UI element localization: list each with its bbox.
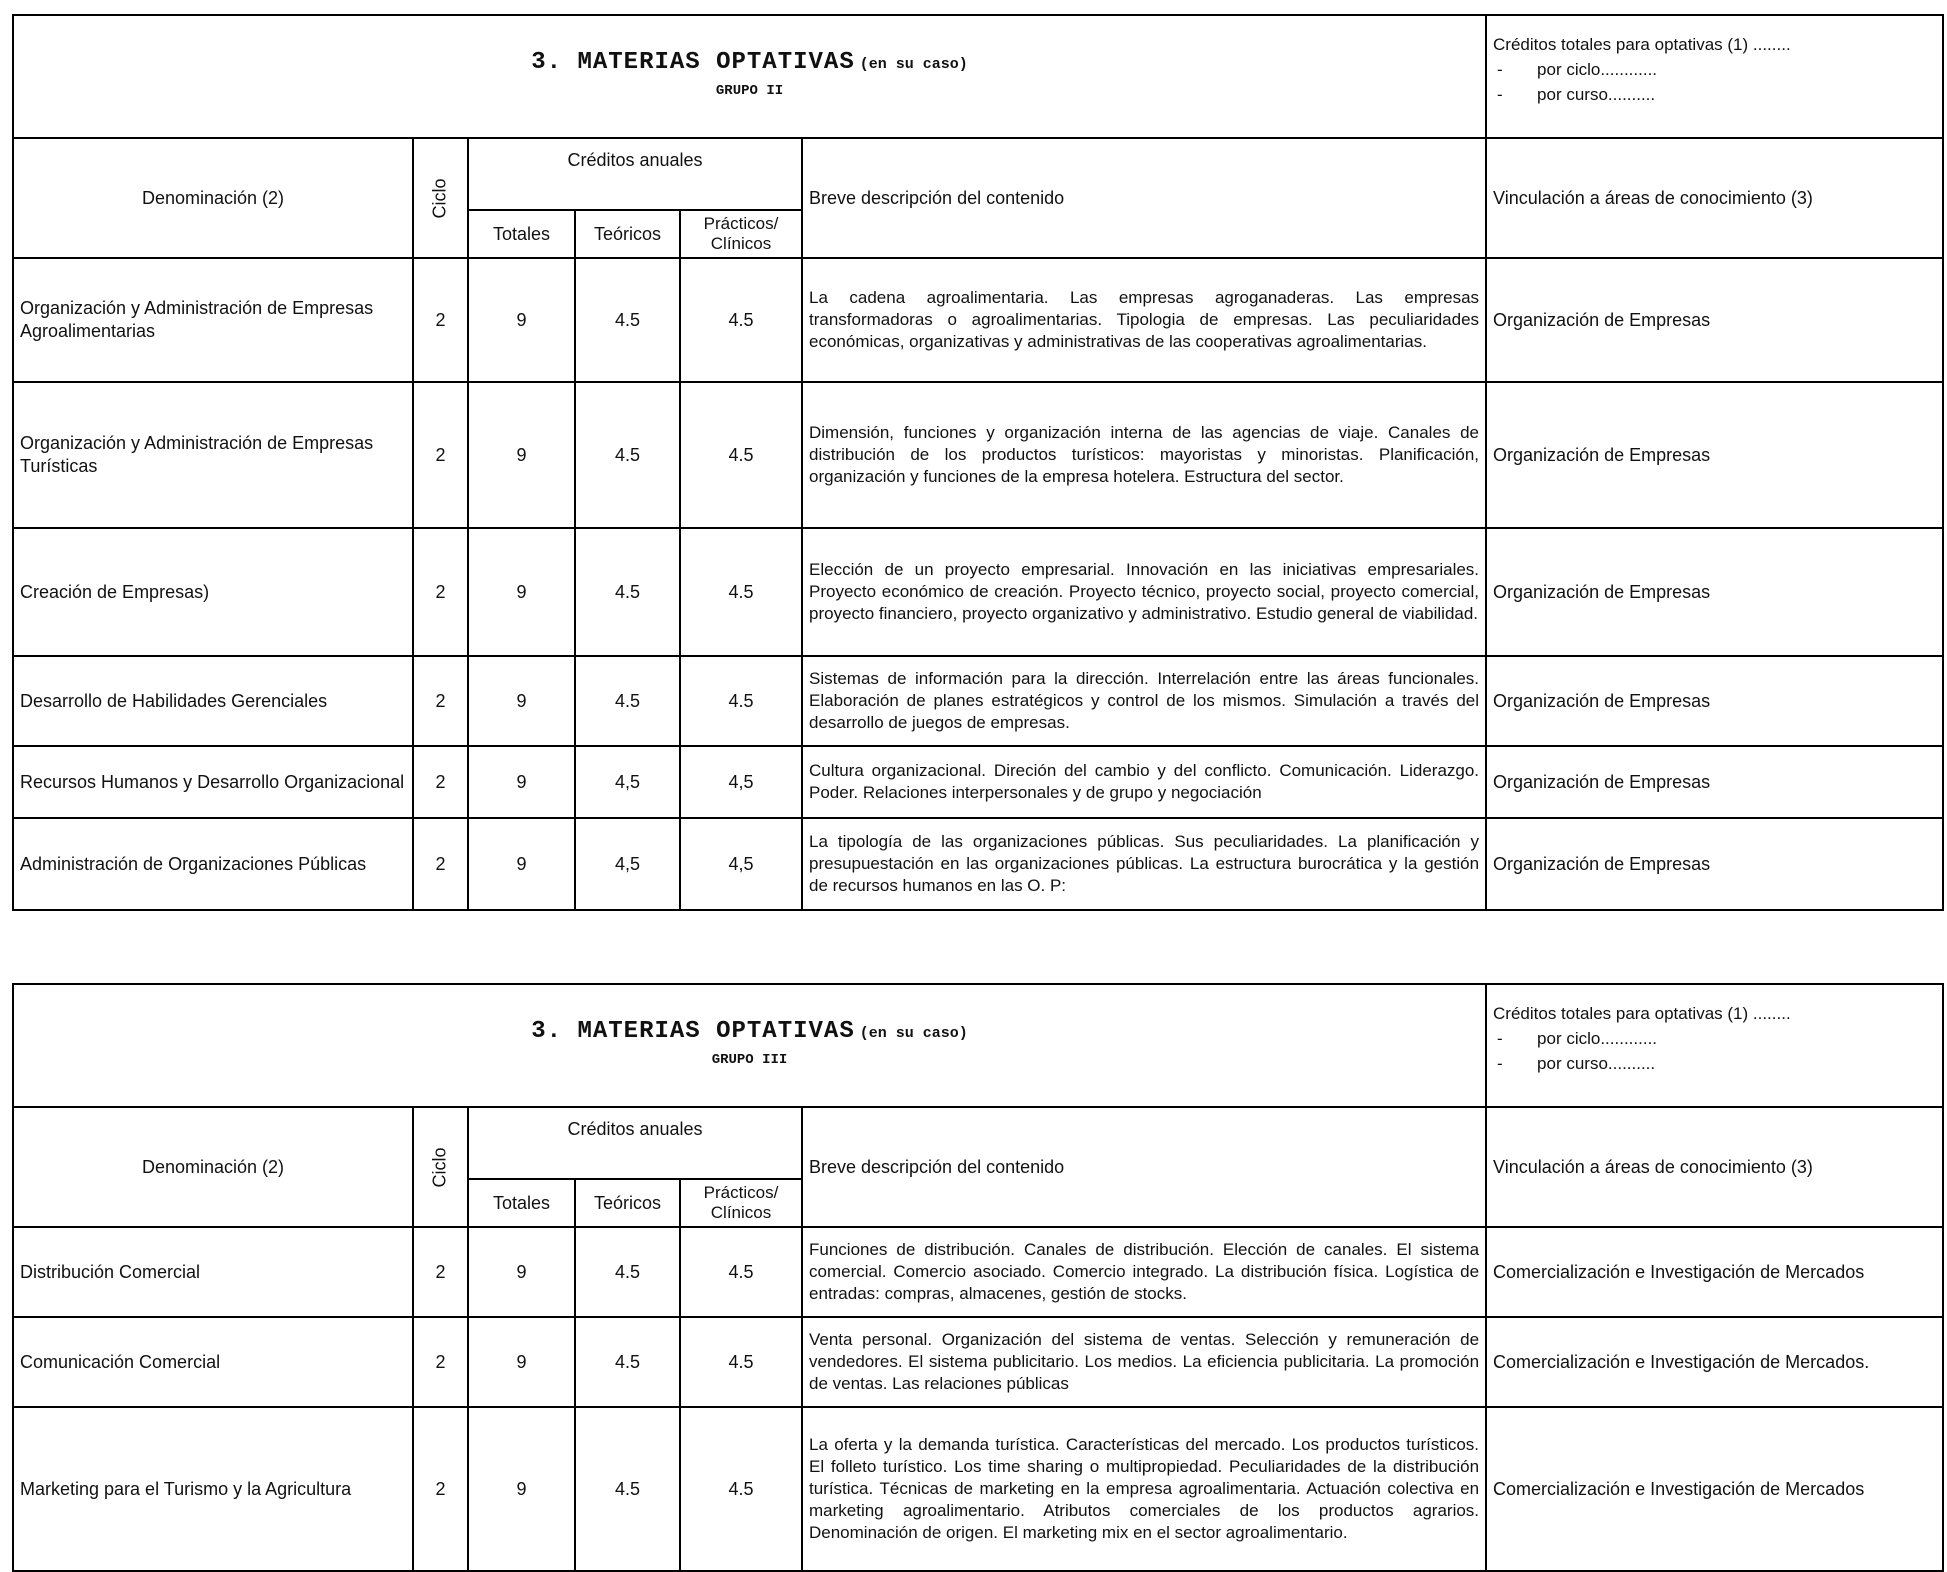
row-descripcion: Venta personal. Organización del sistema de ventas. Selección y remuneración de vendedores. El sistema publicitario. Los medios. La eficiencia publicitaria. La promoción de ventas. Las relaciones públicas bbox=[802, 1317, 1486, 1407]
row-denominacion: Administración de Organizaciones Públicas bbox=[13, 818, 413, 910]
table-row bbox=[13, 528, 1943, 656]
row-ciclo: 2 bbox=[413, 1317, 468, 1407]
table-row bbox=[13, 1227, 1943, 1317]
row-teoricos: 4,5 bbox=[575, 746, 680, 818]
row-teoricos: 4.5 bbox=[575, 1317, 680, 1407]
row-teoricos: 4,5 bbox=[575, 818, 680, 910]
row-teoricos: 4.5 bbox=[575, 258, 680, 382]
row-descripcion: La oferta y la demanda turística. Características del mercado. Los productos turísticos. El folleto turístico. Los time sharing o multipropiedad. Peculiaridades de la distribución turística. Técnicas de marketing en la empresa agroalimentaria. Actuación colectiva en marketing agroalimentario. Atributos comerciales de los productos agrarios. Denominación de origen. El marketing mix en el sector agroalimentario. bbox=[802, 1407, 1486, 1571]
row-vinculacion: Organización de Empresas bbox=[1486, 818, 1943, 910]
row-teoricos: 4.5 bbox=[575, 528, 680, 656]
row-totales: 9 bbox=[468, 382, 575, 528]
row-descripcion: Sistemas de información para la dirección. Interrelación entre las áreas funcionales. Elaboración de planes estratégicos y control de los mismos. Simulación a través del desarrollo de juegos de empresas. bbox=[802, 656, 1486, 746]
row-practicos: 4.5 bbox=[680, 656, 802, 746]
header-totales: Totales bbox=[468, 210, 575, 258]
row-teoricos: 4.5 bbox=[575, 1227, 680, 1317]
table-subtitle: (en su caso) bbox=[859, 55, 968, 73]
row-practicos: 4.5 bbox=[680, 528, 802, 656]
credits-title: Créditos totales para optativas (1) ........ bbox=[1493, 1004, 1791, 1023]
row-totales: 9 bbox=[468, 1227, 575, 1317]
header-totales: Totales bbox=[468, 1179, 575, 1227]
row-vinculacion: Organización de Empresas bbox=[1486, 746, 1943, 818]
credits-ciclo: - por ciclo............ bbox=[1493, 57, 1936, 82]
row-vinculacion: Organización de Empresas bbox=[1486, 382, 1943, 528]
row-vinculacion: Organización de Empresas bbox=[1486, 656, 1943, 746]
table-row bbox=[13, 1317, 1943, 1407]
group-label: GRUPO II bbox=[715, 82, 784, 99]
table-title-block bbox=[13, 15, 1486, 138]
row-totales: 9 bbox=[468, 1317, 575, 1407]
row-practicos: 4,5 bbox=[680, 746, 802, 818]
group-label: GRUPO III bbox=[711, 1051, 788, 1068]
header-vinculacion: Vinculación a áreas de conocimiento (3) bbox=[1486, 1107, 1943, 1227]
row-vinculacion: Comercialización e Investigación de Mercados. bbox=[1486, 1317, 1943, 1407]
row-teoricos: 4.5 bbox=[575, 382, 680, 528]
row-ciclo: 2 bbox=[413, 656, 468, 746]
table-title: 3. MATERIAS OPTATIVAS bbox=[531, 1017, 855, 1045]
table-row bbox=[13, 656, 1943, 746]
header-denominacion: Denominación (2) bbox=[13, 1107, 413, 1227]
total-credits-block bbox=[1486, 15, 1943, 138]
header-ciclo bbox=[413, 138, 468, 258]
row-descripcion: Elección de un proyecto empresarial. Innovación en las iniciativas empresariales. Proyecto económico de creación. Proyecto técnico, proyecto social, proyecto comercial, proyecto financiero, proyecto organizativo y administrativo. Estudio general de viabilidad. bbox=[802, 528, 1486, 656]
row-descripcion: Dimensión, funciones y organización interna de las agencias de viaje. Canales de distribución de los productos turísticos: mayoristas y minoristas. Planificación, organización y funciones de la empresa hotelera. Estructura del sector. bbox=[802, 382, 1486, 528]
row-practicos: 4.5 bbox=[680, 258, 802, 382]
row-denominacion: Organización y Administración de Empresas Turísticas bbox=[13, 382, 413, 528]
row-practicos: 4.5 bbox=[680, 1407, 802, 1571]
row-descripcion: Cultura organizacional. Direción del cambio y del conflicto. Comunicación. Liderazgo. Poder. Relaciones interpersonales y de grupo y negociación bbox=[802, 746, 1486, 818]
row-ciclo: 2 bbox=[413, 528, 468, 656]
row-vinculacion: Organización de Empresas bbox=[1486, 258, 1943, 382]
row-practicos: 4,5 bbox=[680, 818, 802, 910]
row-totales: 9 bbox=[468, 818, 575, 910]
row-denominacion: Distribución Comercial bbox=[13, 1227, 413, 1317]
table-row bbox=[13, 258, 1943, 382]
header-descripcion: Breve descripción del contenido bbox=[802, 1107, 1486, 1227]
credits-curso: - por curso.......... bbox=[1493, 1051, 1936, 1076]
row-totales: 9 bbox=[468, 258, 575, 382]
row-denominacion: Comunicación Comercial bbox=[13, 1317, 413, 1407]
header-descripcion: Breve descripción del contenido bbox=[802, 138, 1486, 258]
row-practicos: 4.5 bbox=[680, 382, 802, 528]
row-practicos: 4.5 bbox=[680, 1317, 802, 1407]
table-title-block bbox=[13, 984, 1486, 1107]
header-ciclo bbox=[413, 1107, 468, 1227]
row-ciclo: 2 bbox=[413, 1227, 468, 1317]
table-subtitle: (en su caso) bbox=[859, 1024, 968, 1042]
row-denominacion: Marketing para el Turismo y la Agricultura bbox=[13, 1407, 413, 1571]
optativas-table-grupo-ii bbox=[12, 14, 1944, 911]
optativas-table-grupo-iii bbox=[12, 983, 1944, 1572]
credits-ciclo: - por ciclo............ bbox=[1493, 1026, 1936, 1051]
header-creditos: Créditos anuales bbox=[468, 138, 802, 210]
row-practicos: 4.5 bbox=[680, 1227, 802, 1317]
row-totales: 9 bbox=[468, 528, 575, 656]
row-descripcion: Funciones de distribución. Canales de distribución. Elección de canales. El sistema comercial. Comercio asociado. Comercio integrado. La distribución física. Logística de entradas: compras, almacenes, gestión de stocks. bbox=[802, 1227, 1486, 1317]
table-row bbox=[13, 746, 1943, 818]
header-practicos: Prácticos/ Clínicos bbox=[680, 1179, 802, 1227]
header-teoricos: Teóricos bbox=[575, 1179, 680, 1227]
header-denominacion: Denominación (2) bbox=[13, 138, 413, 258]
header-ciclo-label: Ciclo bbox=[429, 177, 450, 219]
credits-title: Créditos totales para optativas (1) ........ bbox=[1493, 35, 1791, 54]
row-vinculacion: Comercialización e Investigación de Mercados bbox=[1486, 1407, 1943, 1571]
row-ciclo: 2 bbox=[413, 818, 468, 910]
row-denominacion: Desarrollo de Habilidades Gerenciales bbox=[13, 656, 413, 746]
row-totales: 9 bbox=[468, 746, 575, 818]
row-vinculacion: Organización de Empresas bbox=[1486, 528, 1943, 656]
row-ciclo: 2 bbox=[413, 258, 468, 382]
total-credits-block bbox=[1486, 984, 1943, 1107]
table-row bbox=[13, 1407, 1943, 1571]
row-ciclo: 2 bbox=[413, 1407, 468, 1571]
credits-curso: - por curso.......... bbox=[1493, 82, 1936, 107]
row-teoricos: 4.5 bbox=[575, 656, 680, 746]
row-descripcion: La cadena agroalimentaria. Las empresas agroganaderas. Las empresas transformadoras o agroalimentarias. Tipologia de empresas. Las peculiaridades económicas, organizativas y administrativas de las cooperativas agroalimentarias. bbox=[802, 258, 1486, 382]
header-ciclo-label: Ciclo bbox=[429, 1146, 450, 1188]
row-vinculacion: Comercialización e Investigación de Mercados bbox=[1486, 1227, 1943, 1317]
row-ciclo: 2 bbox=[413, 746, 468, 818]
table-row bbox=[13, 818, 1943, 910]
row-totales: 9 bbox=[468, 1407, 575, 1571]
header-vinculacion: Vinculación a áreas de conocimiento (3) bbox=[1486, 138, 1943, 258]
row-descripcion: La tipología de las organizaciones públicas. Sus peculiaridades. La planificación y presupuestación en las organizaciones públicas. La estructura burocrática y la gestión de recursos humanos en las O. P: bbox=[802, 818, 1486, 910]
row-teoricos: 4.5 bbox=[575, 1407, 680, 1571]
row-denominacion: Creación de Empresas) bbox=[13, 528, 413, 656]
table-title: 3. MATERIAS OPTATIVAS bbox=[531, 48, 855, 76]
row-totales: 9 bbox=[468, 656, 575, 746]
row-denominacion: Organización y Administración de Empresas Agroalimentarias bbox=[13, 258, 413, 382]
row-denominacion: Recursos Humanos y Desarrollo Organizacional bbox=[13, 746, 413, 818]
header-practicos: Prácticos/ Clínicos bbox=[680, 210, 802, 258]
row-ciclo: 2 bbox=[413, 382, 468, 528]
header-teoricos: Teóricos bbox=[575, 210, 680, 258]
table-row bbox=[13, 382, 1943, 528]
header-creditos: Créditos anuales bbox=[468, 1107, 802, 1179]
